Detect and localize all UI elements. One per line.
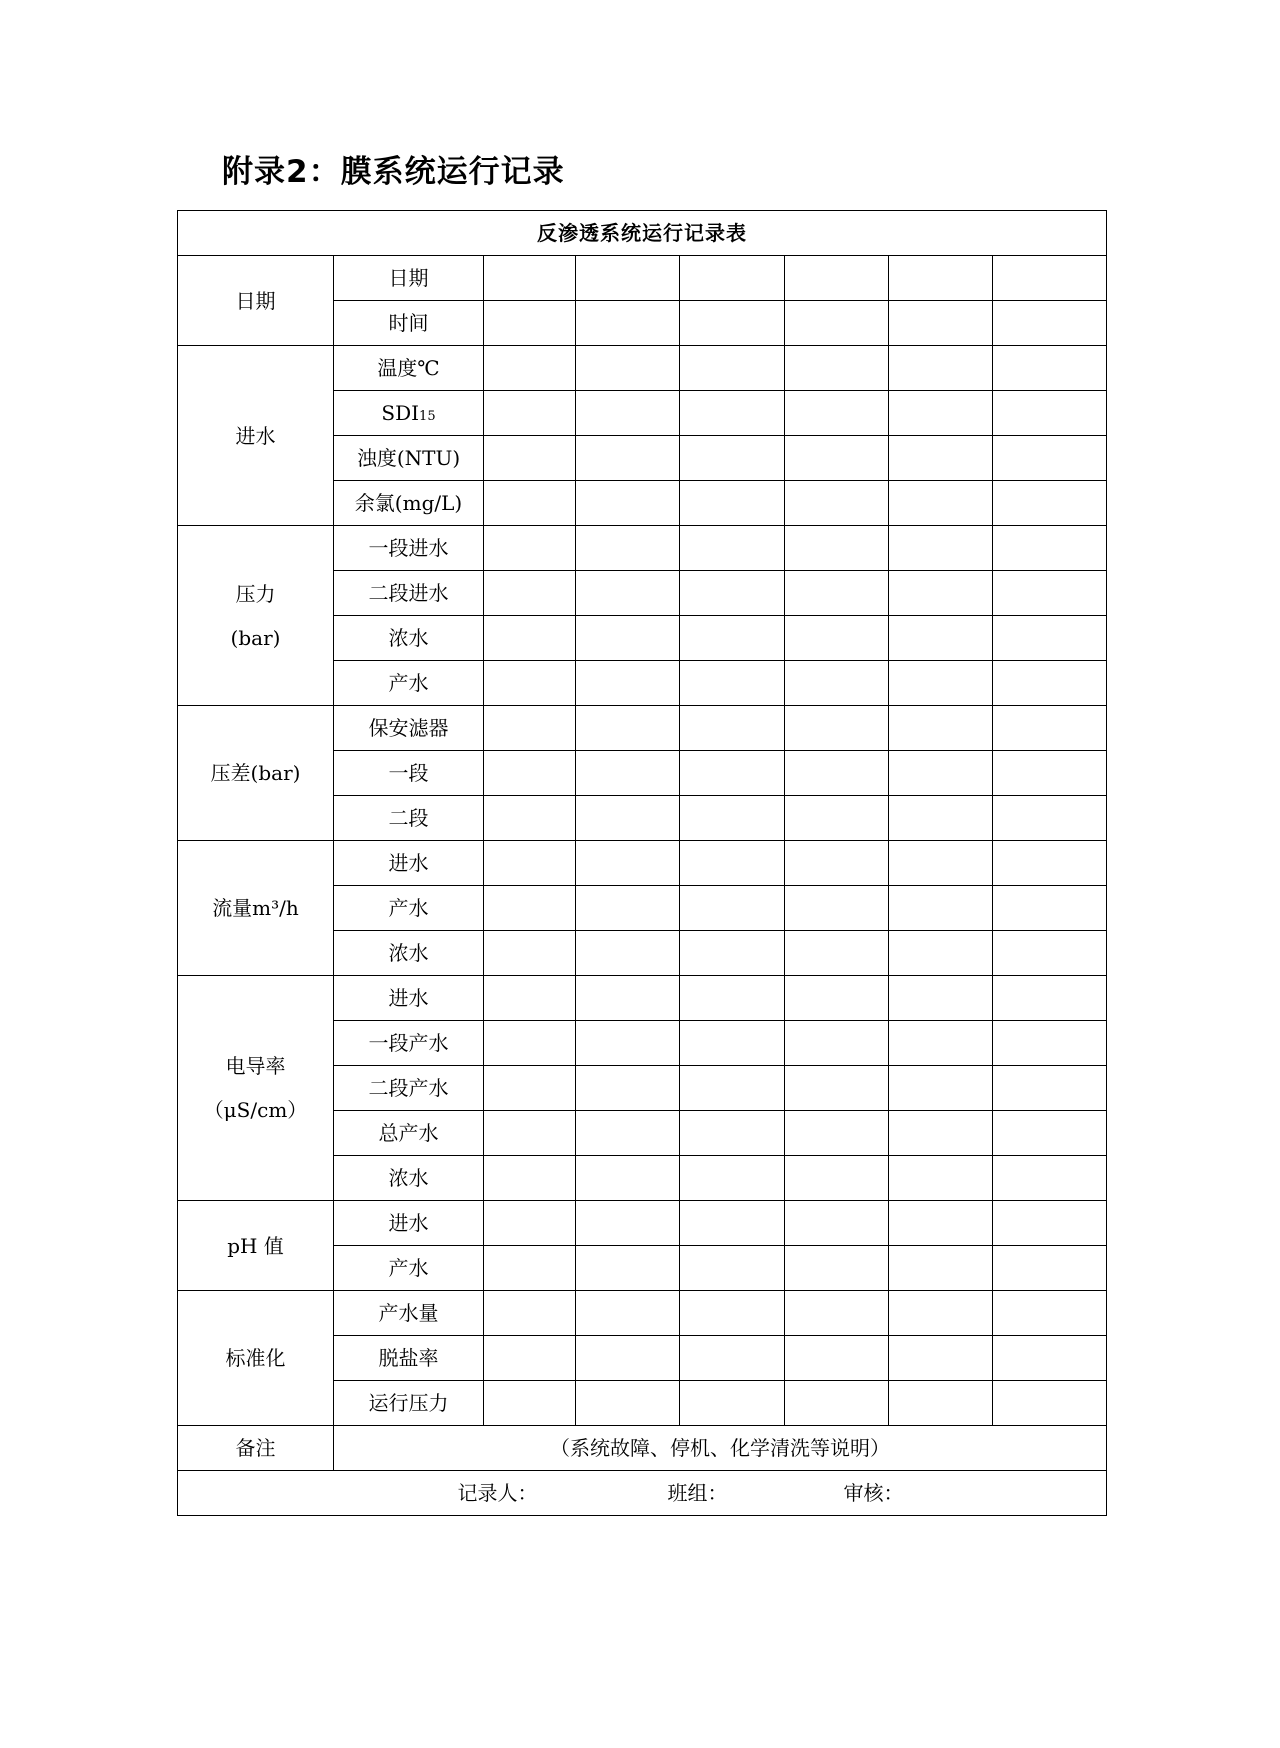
entry-cell[interactable]: [680, 1201, 785, 1246]
entry-cell[interactable]: [576, 256, 680, 301]
entry-cell[interactable]: [576, 616, 680, 661]
group-label: [178, 841, 334, 976]
table-title: 反渗透系统运行记录表: [178, 211, 1107, 256]
entry-cell[interactable]: [576, 1111, 680, 1156]
item-label: 产水量: [334, 1291, 484, 1336]
entry-cell[interactable]: [484, 481, 576, 526]
remarks-label: 备注: [178, 1426, 334, 1471]
entry-cell[interactable]: [680, 346, 785, 391]
group-label-text: pH 值: [227, 1233, 284, 1258]
entry-cell[interactable]: [785, 481, 889, 526]
entry-cell[interactable]: [484, 976, 576, 1021]
entry-cell[interactable]: [484, 1381, 576, 1426]
entry-cell[interactable]: [484, 661, 576, 706]
entry-cell[interactable]: [484, 616, 576, 661]
entry-cell[interactable]: [785, 571, 889, 616]
entry-cell[interactable]: [785, 796, 889, 841]
entry-cell[interactable]: [889, 526, 993, 571]
entry-cell[interactable]: [785, 1381, 889, 1426]
entry-cell[interactable]: [889, 1291, 993, 1336]
entry-cell[interactable]: [889, 796, 993, 841]
entry-cell[interactable]: [993, 661, 1107, 706]
entry-cell[interactable]: [576, 481, 680, 526]
entry-cell[interactable]: [680, 841, 785, 886]
team-label: 班组：: [667, 1481, 728, 1505]
entry-cell[interactable]: [889, 1201, 993, 1246]
entry-cell[interactable]: [484, 346, 576, 391]
entry-cell[interactable]: [889, 301, 993, 346]
entry-cell[interactable]: [993, 1246, 1107, 1291]
group-label-text: 流量m³/h: [212, 896, 299, 920]
entry-cell[interactable]: [993, 841, 1107, 886]
entry-cell[interactable]: [993, 751, 1107, 796]
entry-cell[interactable]: [484, 526, 576, 571]
entry-cell[interactable]: [785, 1111, 889, 1156]
item-label: 产水: [334, 661, 484, 706]
recorder-label: 记录人：: [457, 1481, 538, 1505]
group-label-text: 电导率: [225, 1054, 286, 1078]
entry-cell[interactable]: [680, 1021, 785, 1066]
table-row: [178, 256, 1107, 301]
entry-cell[interactable]: [680, 1156, 785, 1201]
entry-cell[interactable]: [576, 1246, 680, 1291]
entry-cell[interactable]: [993, 436, 1107, 481]
entry-cell[interactable]: [484, 841, 576, 886]
entry-cell[interactable]: [680, 1111, 785, 1156]
item-label: 余氯(mg/L): [334, 481, 484, 526]
entry-cell[interactable]: [680, 751, 785, 796]
item-label: 浓水: [334, 931, 484, 976]
entry-cell[interactable]: [889, 436, 993, 481]
entry-cell[interactable]: [680, 1066, 785, 1111]
entry-cell[interactable]: [484, 1066, 576, 1111]
title-row: [178, 211, 1107, 256]
entry-cell[interactable]: [680, 571, 785, 616]
entry-cell[interactable]: [576, 796, 680, 841]
entry-cell[interactable]: [484, 1246, 576, 1291]
entry-cell[interactable]: [484, 391, 576, 436]
entry-cell[interactable]: [576, 1156, 680, 1201]
group-label: [178, 976, 334, 1201]
item-label: 时间: [334, 301, 484, 346]
footer-cell: [178, 1471, 1107, 1516]
item-label: 二段进水: [334, 571, 484, 616]
entry-cell[interactable]: [484, 1336, 576, 1381]
entry-cell[interactable]: [889, 886, 993, 931]
group-label-text: 进水: [235, 423, 276, 448]
entry-cell[interactable]: [889, 661, 993, 706]
entry-cell[interactable]: [680, 301, 785, 346]
entry-cell[interactable]: [680, 1381, 785, 1426]
item-label: SDI15: [334, 391, 484, 436]
group-label: [178, 256, 334, 346]
entry-cell[interactable]: [993, 391, 1107, 436]
entry-cell[interactable]: [484, 1156, 576, 1201]
entry-cell[interactable]: [785, 706, 889, 751]
page-heading: 附录2：膜系统运行记录: [222, 154, 565, 190]
entry-cell[interactable]: [680, 1246, 785, 1291]
item-label: 日期: [334, 256, 484, 301]
entry-cell[interactable]: [484, 1201, 576, 1246]
group-label: [178, 706, 334, 841]
entry-cell[interactable]: [576, 346, 680, 391]
item-label: 脱盐率: [334, 1336, 484, 1381]
entry-cell[interactable]: [785, 616, 889, 661]
reviewer-label: 审核：: [843, 1481, 904, 1505]
entry-cell[interactable]: [680, 886, 785, 931]
item-label: 一段进水: [334, 526, 484, 571]
entry-cell[interactable]: [889, 976, 993, 1021]
entry-cell[interactable]: [785, 436, 889, 481]
item-label: 产水: [334, 1246, 484, 1291]
entry-cell[interactable]: [889, 256, 993, 301]
entry-cell[interactable]: [993, 1156, 1107, 1201]
table-row: [178, 346, 1107, 391]
entry-cell[interactable]: [576, 1381, 680, 1426]
entry-cell[interactable]: [889, 481, 993, 526]
entry-cell[interactable]: [993, 346, 1107, 391]
item-label: 温度℃: [334, 346, 484, 391]
entry-cell[interactable]: [680, 706, 785, 751]
entry-cell[interactable]: [785, 391, 889, 436]
entry-cell[interactable]: [993, 931, 1107, 976]
entry-cell[interactable]: [785, 1021, 889, 1066]
entry-cell[interactable]: [993, 301, 1107, 346]
entry-cell[interactable]: [993, 1336, 1107, 1381]
entry-cell[interactable]: [785, 661, 889, 706]
entry-cell[interactable]: [993, 706, 1107, 751]
item-label: 二段产水: [334, 1066, 484, 1111]
entry-cell[interactable]: [785, 526, 889, 571]
entry-cell[interactable]: [889, 931, 993, 976]
entry-cell[interactable]: [576, 1201, 680, 1246]
entry-cell[interactable]: [680, 526, 785, 571]
remarks-note[interactable]: （系统故障、停机、化学清洗等说明）: [334, 1426, 1107, 1471]
entry-cell[interactable]: [484, 706, 576, 751]
entry-cell[interactable]: [576, 1021, 680, 1066]
item-label: 一段: [334, 751, 484, 796]
entry-cell[interactable]: [993, 481, 1107, 526]
entry-cell[interactable]: [680, 481, 785, 526]
entry-cell[interactable]: [484, 931, 576, 976]
item-label: 浓水: [334, 1156, 484, 1201]
entry-cell[interactable]: [576, 706, 680, 751]
entry-cell[interactable]: [680, 616, 785, 661]
remarks-row: [178, 1426, 1107, 1471]
item-label: 一段产水: [334, 1021, 484, 1066]
entry-cell[interactable]: [680, 391, 785, 436]
entry-cell[interactable]: [993, 796, 1107, 841]
entry-cell[interactable]: [680, 661, 785, 706]
table-row: [178, 1201, 1107, 1246]
item-label: 产水: [334, 886, 484, 931]
entry-cell[interactable]: [785, 346, 889, 391]
entry-cell[interactable]: [889, 1156, 993, 1201]
item-label: 浊度(NTU): [334, 436, 484, 481]
entry-cell[interactable]: [889, 391, 993, 436]
entry-cell[interactable]: [993, 1111, 1107, 1156]
table-row: [178, 1291, 1107, 1336]
entry-cell[interactable]: [889, 1381, 993, 1426]
entry-cell[interactable]: [785, 1291, 889, 1336]
entry-cell[interactable]: [576, 886, 680, 931]
entry-cell[interactable]: [576, 931, 680, 976]
entry-cell[interactable]: [576, 571, 680, 616]
entry-cell[interactable]: [993, 571, 1107, 616]
entry-cell[interactable]: [785, 751, 889, 796]
entry-cell[interactable]: [680, 1291, 785, 1336]
item-label: 浓水: [334, 616, 484, 661]
item-label: 进水: [334, 1201, 484, 1246]
entry-cell[interactable]: [889, 1336, 993, 1381]
entry-cell[interactable]: [785, 841, 889, 886]
entry-cell[interactable]: [576, 1066, 680, 1111]
entry-cell[interactable]: [993, 1201, 1107, 1246]
entry-cell[interactable]: [576, 1291, 680, 1336]
entry-cell[interactable]: [785, 301, 889, 346]
item-label: 保安滤器: [334, 706, 484, 751]
group-label: [178, 1201, 334, 1291]
group-label-text: 压差(bar): [210, 761, 301, 785]
item-label: 运行压力: [334, 1381, 484, 1426]
entry-cell[interactable]: [576, 1336, 680, 1381]
group-label: [178, 526, 334, 706]
entry-cell[interactable]: [484, 436, 576, 481]
table-row: [178, 841, 1107, 886]
entry-cell[interactable]: [576, 976, 680, 1021]
entry-cell[interactable]: [889, 1111, 993, 1156]
entry-cell[interactable]: [993, 976, 1107, 1021]
group-label: [178, 346, 334, 526]
entry-cell[interactable]: [993, 886, 1107, 931]
entry-cell[interactable]: [484, 301, 576, 346]
table-row: [178, 706, 1107, 751]
entry-cell[interactable]: [785, 256, 889, 301]
item-label: 二段: [334, 796, 484, 841]
entry-cell[interactable]: [889, 571, 993, 616]
entry-cell[interactable]: [889, 1246, 993, 1291]
entry-cell[interactable]: [889, 751, 993, 796]
group-label: [178, 1291, 334, 1426]
entry-cell[interactable]: [993, 1021, 1107, 1066]
entry-cell[interactable]: [889, 706, 993, 751]
entry-cell[interactable]: [484, 1021, 576, 1066]
entry-cell[interactable]: [993, 1291, 1107, 1336]
entry-cell[interactable]: [785, 1336, 889, 1381]
entry-cell[interactable]: [785, 1201, 889, 1246]
entry-cell[interactable]: [484, 796, 576, 841]
entry-cell[interactable]: [576, 751, 680, 796]
ro-operation-log-table: [177, 210, 1107, 1516]
entry-cell[interactable]: [993, 526, 1107, 571]
label-spacer: [178, 1079, 333, 1097]
entry-cell[interactable]: [680, 796, 785, 841]
entry-cell[interactable]: [785, 886, 889, 931]
footer-row: [178, 1471, 1107, 1516]
entry-cell[interactable]: [484, 1111, 576, 1156]
entry-cell[interactable]: [993, 1066, 1107, 1111]
entry-cell[interactable]: [993, 1381, 1107, 1426]
label-spacer: [178, 607, 333, 625]
item-label: 总产水: [334, 1111, 484, 1156]
entry-cell[interactable]: [576, 391, 680, 436]
table-row: [178, 976, 1107, 1021]
subscript: 15: [419, 409, 436, 424]
entry-cell[interactable]: [680, 436, 785, 481]
item-label: 进水: [334, 841, 484, 886]
entry-cell[interactable]: [576, 841, 680, 886]
entry-cell[interactable]: [785, 1246, 889, 1291]
table-row: [178, 526, 1107, 571]
entry-cell[interactable]: [680, 931, 785, 976]
entry-cell[interactable]: [484, 751, 576, 796]
entry-cell[interactable]: [785, 1066, 889, 1111]
entry-cell[interactable]: [484, 1291, 576, 1336]
entry-cell[interactable]: [484, 886, 576, 931]
item-label: 进水: [334, 976, 484, 1021]
group-unit-text: （μS/cm）: [203, 1098, 308, 1122]
entry-cell[interactable]: [484, 571, 576, 616]
entry-cell[interactable]: [785, 976, 889, 1021]
entry-cell[interactable]: [576, 436, 680, 481]
entry-cell[interactable]: [889, 1066, 993, 1111]
group-unit-text: (bar): [230, 625, 281, 650]
entry-cell[interactable]: [889, 1021, 993, 1066]
group-label-text: 压力: [235, 581, 276, 606]
group-label-text: 日期: [235, 288, 276, 313]
entry-cell[interactable]: [993, 256, 1107, 301]
entry-cell[interactable]: [680, 1336, 785, 1381]
entry-cell[interactable]: [785, 931, 889, 976]
entry-cell[interactable]: [576, 301, 680, 346]
entry-cell[interactable]: [785, 1156, 889, 1201]
entry-cell[interactable]: [889, 616, 993, 661]
entry-cell[interactable]: [993, 616, 1107, 661]
entry-cell[interactable]: [680, 976, 785, 1021]
entry-cell[interactable]: [576, 661, 680, 706]
entry-cell[interactable]: [484, 256, 576, 301]
entry-cell[interactable]: [889, 346, 993, 391]
entry-cell[interactable]: [576, 526, 680, 571]
entry-cell[interactable]: [889, 841, 993, 886]
entry-cell[interactable]: [680, 256, 785, 301]
group-label-text: 标准化: [225, 1346, 286, 1370]
